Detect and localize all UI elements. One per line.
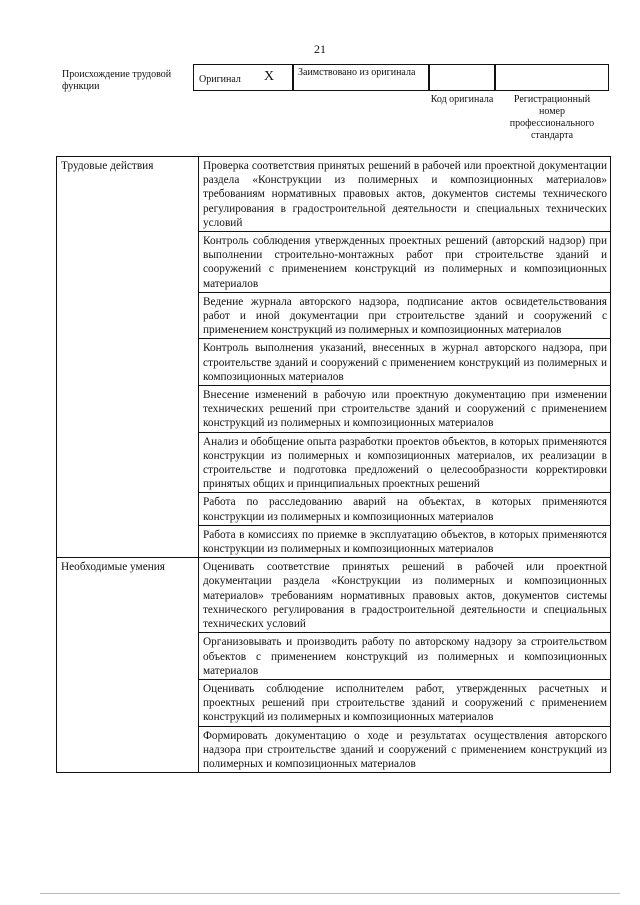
section-item: Контроль соблюдения утвержденных проектных решений (авторский надзор) при выполнении строительно-монтажных работ при строительстве зданий и сооружений с применением конструкций из полимерных и композиционных материалов: [199, 232, 611, 293]
section-item: Организовывать и производить работу по авторскому надзору за строительством объектов с применением конструкций из полимерных и композиционных материалов: [199, 633, 611, 680]
table-row: [57, 157, 611, 232]
origin-label: Происхождение трудовой функции: [62, 69, 172, 92]
origin-borrowed-cell: [293, 64, 429, 91]
origin-code-cell: [429, 64, 495, 91]
function-table-body: [57, 157, 611, 773]
page-number: 21: [314, 42, 326, 56]
section-item: Работа по расследованию аварий на объектах, в которых применяются конструкции из полимерных и композиционных материалов: [199, 493, 611, 525]
registration-caption: Регистрационный номер профессионального стандарта: [509, 94, 595, 141]
section-item: Контроль выполнения указаний, внесенных в журнал авторского надзора, при строительстве зданий и сооружений с применением конструкций из полимерных и композиционных материалов: [199, 339, 611, 386]
section-item: Оценивать соблюдение исполнителем работ, утвержденных расчетных и проектных решений при строительстве зданий и сооружений с применением конструкций из полимерных и композиционных материалов: [199, 679, 611, 726]
section-title: Необходимые умения: [57, 558, 199, 773]
original-label: Оригинал: [199, 74, 241, 85]
section-item: Проверка соответствия принятых решений в рабочей или проектной документации раздела «Конструкции из полимерных и композиционных материалов» требованиям нормативных правовых актов, документов системы технического регулирования в градостроительной деятельности и специальных технических условий: [199, 157, 611, 232]
function-table: [56, 156, 611, 773]
code-caption: Код оригинала: [430, 94, 494, 105]
section-item: Анализ и обобщение опыта разработки проектов объектов, в которых применяются конструкции из полимерных и композиционных материалов, их реализации в строительстве и подготовка предложений о целесообразности корректировки принятых общих и принципиальных проектных решений: [199, 432, 611, 493]
table-row: [57, 558, 611, 633]
section-item: Оценивать соответствие принятых решений в рабочей или проектной документации раздела «Конструкции из полимерных и композиционных материалов» требованиям нормативных правовых актов, документов системы технического регулирования в градостроительной деятельности и специальных технических условий: [199, 558, 611, 633]
section-title: Трудовые действия: [57, 157, 199, 558]
origin-original-cell: [193, 64, 293, 91]
section-item: Ведение журнала авторского надзора, подписание актов освидетельствования работ и иной документации при строительстве зданий и сооружений с применением конструкций из полимерных и композиционных материалов: [199, 292, 611, 339]
section-item: Работа в комиссиях по приемке в эксплуатацию объектов, в которых применяются конструкции из полимерных и композиционных материалов: [199, 525, 611, 557]
origin-registration-cell: [495, 64, 609, 91]
original-mark: X: [264, 69, 275, 84]
borrowed-label: Заимствовано из оригинала: [298, 67, 416, 78]
page-bottom-edge: [40, 893, 620, 894]
section-item: Внесение изменений в рабочую или проектную документацию при изменении технических решений при строительстве зданий и сооружений с применением конструкций из полимерных и композиционных материалов: [199, 386, 611, 433]
section-item: Формировать документацию о ходе и результатах осуществления авторского надзора при строительстве зданий и сооружений с применением конструкций из полимерных и композиционных материалов: [199, 726, 611, 773]
